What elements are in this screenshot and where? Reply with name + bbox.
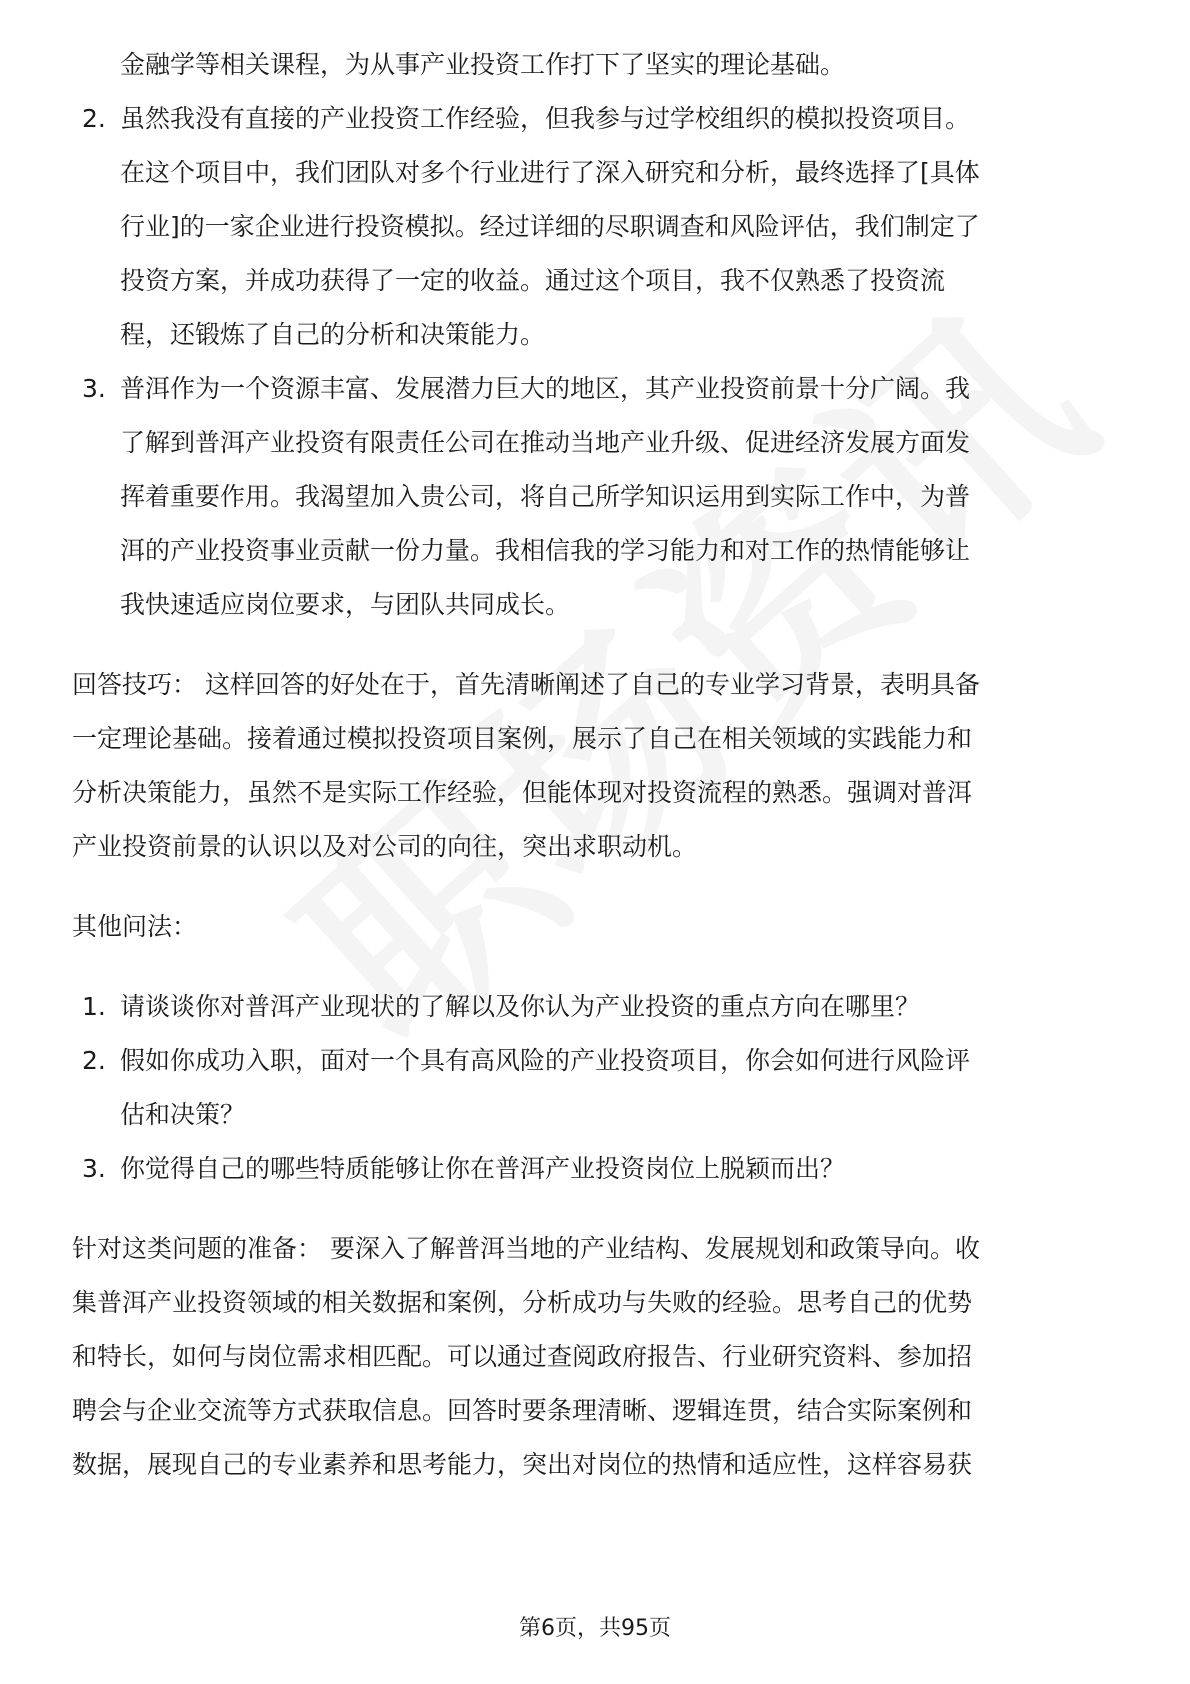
list-item: [72, 1142, 1122, 1196]
page-content: [72, 38, 1122, 1492]
other-questions-list: [72, 980, 1122, 1196]
preparation-paragraph: [72, 1222, 1122, 1492]
list-item-text: 普洱作为一个资源丰富、发展潜力巨大的地区，其产业投资前景十分广阔。我: [120, 374, 971, 403]
list-item-text: 假如你成功入职，面对一个具有高风险的产业投资项目，你会如何进行风险评: [120, 1046, 971, 1075]
list-item-text: 行业]的一家企业进行投资模拟。经过详细的尽职调查和风险评估，我们制定了: [120, 212, 980, 241]
list-item-text: 虽然我没有直接的产业投资工作经验，但我参与过学校组织的模拟投资项目。: [120, 104, 971, 133]
list-item-text: 我快速适应岗位要求，与团队共同成长。: [120, 590, 571, 619]
list-item-text: 投资方案，并成功获得了一定的收益。通过这个项目，我不仅熟悉了投资流: [120, 266, 946, 295]
paragraph-line: 聘会与企业交流等方式获取信息。回答时要条理清晰、逻辑连贯，结合实际案例和: [72, 1396, 973, 1425]
list-item-3: [72, 362, 1122, 632]
list-item-1-continuation: 金融学等相关课程，为从事产业投资工作打下了坚实的理论基础。: [120, 50, 846, 79]
list-item: [72, 1034, 1122, 1088]
list-number: 2.: [82, 1046, 106, 1075]
list-item-text: 估和决策？: [120, 1100, 246, 1129]
paragraph-line: 和特长，如何与岗位需求相匹配。可以通过查阅政府报告、行业研究资料、参加招: [72, 1342, 973, 1371]
list-item-text: 了解到普洱产业投资有限责任公司在推动当地产业升级、促进经济发展方面发: [120, 428, 971, 457]
list-item-text: 在这个项目中，我们团队对多个行业进行了深入研究和分析，最终选择了[具体: [120, 158, 980, 187]
list-number: 3.: [82, 374, 106, 403]
list-number: 3.: [82, 1154, 106, 1183]
paragraph-line: 数据，展现自己的专业素养和思考能力，突出对岗位的热情和适应性，这样容易获: [72, 1450, 973, 1479]
answer-tips-paragraph: [72, 658, 1122, 874]
list-item-text: 挥着重要作用。我渴望加入贵公司，将自己所学知识运用到实际工作中，为普: [120, 482, 971, 511]
list-number: 2.: [82, 104, 106, 133]
paragraph-line: 一定理论基础。接着通过模拟投资项目案例，展示了自己在相关领域的实践能力和: [72, 724, 973, 753]
list-number: 1.: [82, 992, 106, 1021]
list-item-2: [72, 92, 1122, 362]
list-item-text: 你觉得自己的哪些特质能够让你在普洱产业投资岗位上脱颖而出？: [120, 1154, 846, 1183]
paragraph-line: 分析决策能力，虽然不是实际工作经验，但能体现对投资流程的熟悉。强调对普洱: [72, 778, 973, 807]
paragraph-line: 产业投资前景的认识以及对公司的向往，突出求职动机。: [72, 832, 698, 861]
list-item-text: 洱的产业投资事业贡献一份力量。我相信我的学习能力和对工作的热情能够让: [120, 536, 971, 565]
paragraph-line: 针对这类问题的准备： 要深入了解普洱当地的产业结构、发展规划和政策导向。收: [72, 1234, 980, 1263]
paragraph-line: 集普洱产业投资领域的相关数据和案例，分析成功与失败的经验。思考自己的优势: [72, 1288, 973, 1317]
page-number: 第6页，共95页: [519, 1616, 671, 1641]
other-questions-heading: 其他问法：: [72, 912, 198, 941]
list-item-text: 请谈谈你对普洱产业现状的了解以及你认为产业投资的重点方向在哪里？: [120, 992, 921, 1021]
list-item-text: 程，还锻炼了自己的分析和决策能力。: [120, 320, 546, 349]
paragraph-line: 回答技巧： 这样回答的好处在于，首先清晰阐述了自己的专业学习背景，表明具备: [72, 670, 980, 699]
list-item: [72, 980, 1122, 1034]
